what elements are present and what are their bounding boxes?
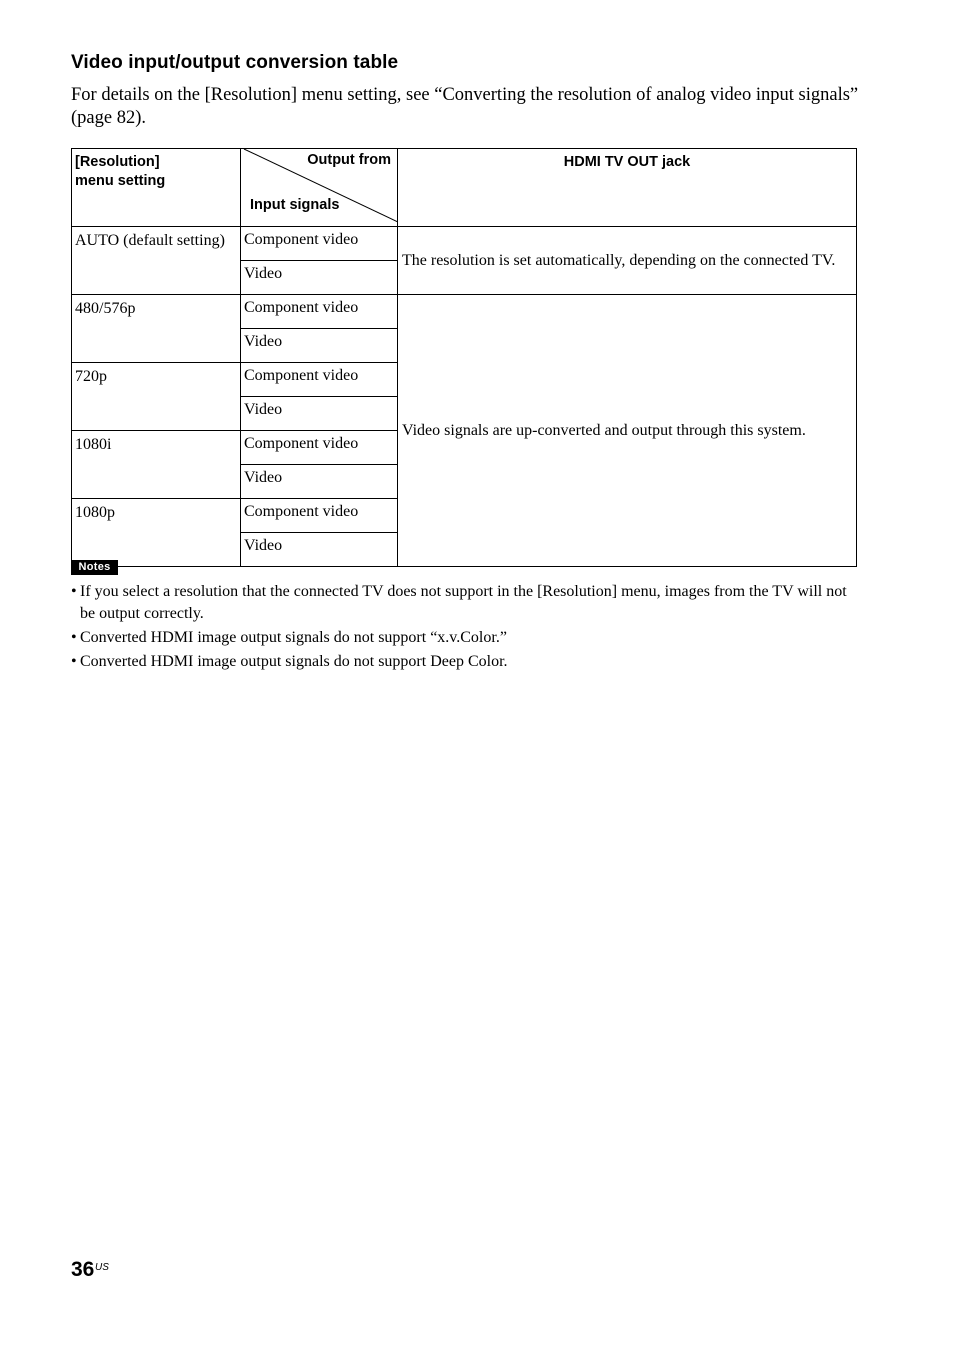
- header-output-from: Output from: [307, 152, 391, 168]
- bullet: •: [71, 583, 77, 600]
- header-diagonal-cell: [241, 149, 398, 227]
- header-hdmi-tv-out: HDMI TV OUT jack: [398, 149, 857, 227]
- notes-list: [71, 581, 861, 675]
- signal-cell: Video: [241, 261, 398, 295]
- signal-cell: Component video: [241, 431, 398, 465]
- page-number: 36: [71, 1258, 95, 1281]
- setting-cell: AUTO (default setting): [72, 227, 241, 295]
- signal-cell: Component video: [241, 499, 398, 533]
- setting-cell: 1080p: [72, 499, 241, 567]
- page-region-suffix: US: [95, 1262, 109, 1273]
- output-upconvert-cell: Video signals are up-converted and output through this system.: [398, 295, 857, 567]
- list-item: [71, 581, 861, 625]
- header-input-signals: Input signals: [250, 197, 340, 213]
- signal-cell: Video: [241, 533, 398, 567]
- bullet: •: [71, 629, 77, 646]
- signal-cell: Component video: [241, 363, 398, 397]
- signal-cell: Component video: [241, 227, 398, 261]
- list-item: [71, 651, 861, 673]
- section-heading: Video input/output conversion table: [71, 52, 399, 73]
- notes-badge: Notes: [71, 560, 118, 575]
- table-row: [72, 295, 857, 329]
- signal-cell: Video: [241, 329, 398, 363]
- table-row: [72, 227, 857, 261]
- conversion-table: [71, 148, 857, 567]
- bullet: •: [71, 653, 77, 670]
- intro-paragraph: For details on the [Resolution] menu setting, see “Converting the resolution of analog video input signals” (page 82).: [71, 85, 859, 128]
- note-text: If you select a resolution that the connected TV does not support in the [Resolution] menu, images from the TV will not be output correctly.: [80, 583, 847, 622]
- signal-cell: Component video: [241, 295, 398, 329]
- output-auto-cell: The resolution is set automatically, depending on the connected TV.: [398, 227, 857, 295]
- note-text: Converted HDMI image output signals do not support Deep Color.: [80, 653, 508, 670]
- signal-cell: Video: [241, 397, 398, 431]
- setting-cell: 480/576p: [72, 295, 241, 363]
- setting-cell: 1080i: [72, 431, 241, 499]
- list-item: [71, 627, 861, 649]
- signal-cell: Video: [241, 465, 398, 499]
- note-text: Converted HDMI image output signals do not support “x.v.Color.”: [80, 629, 507, 646]
- table-header-row: [72, 149, 857, 227]
- header-resolution: [Resolution] menu setting: [72, 149, 241, 227]
- setting-cell: 720p: [72, 363, 241, 431]
